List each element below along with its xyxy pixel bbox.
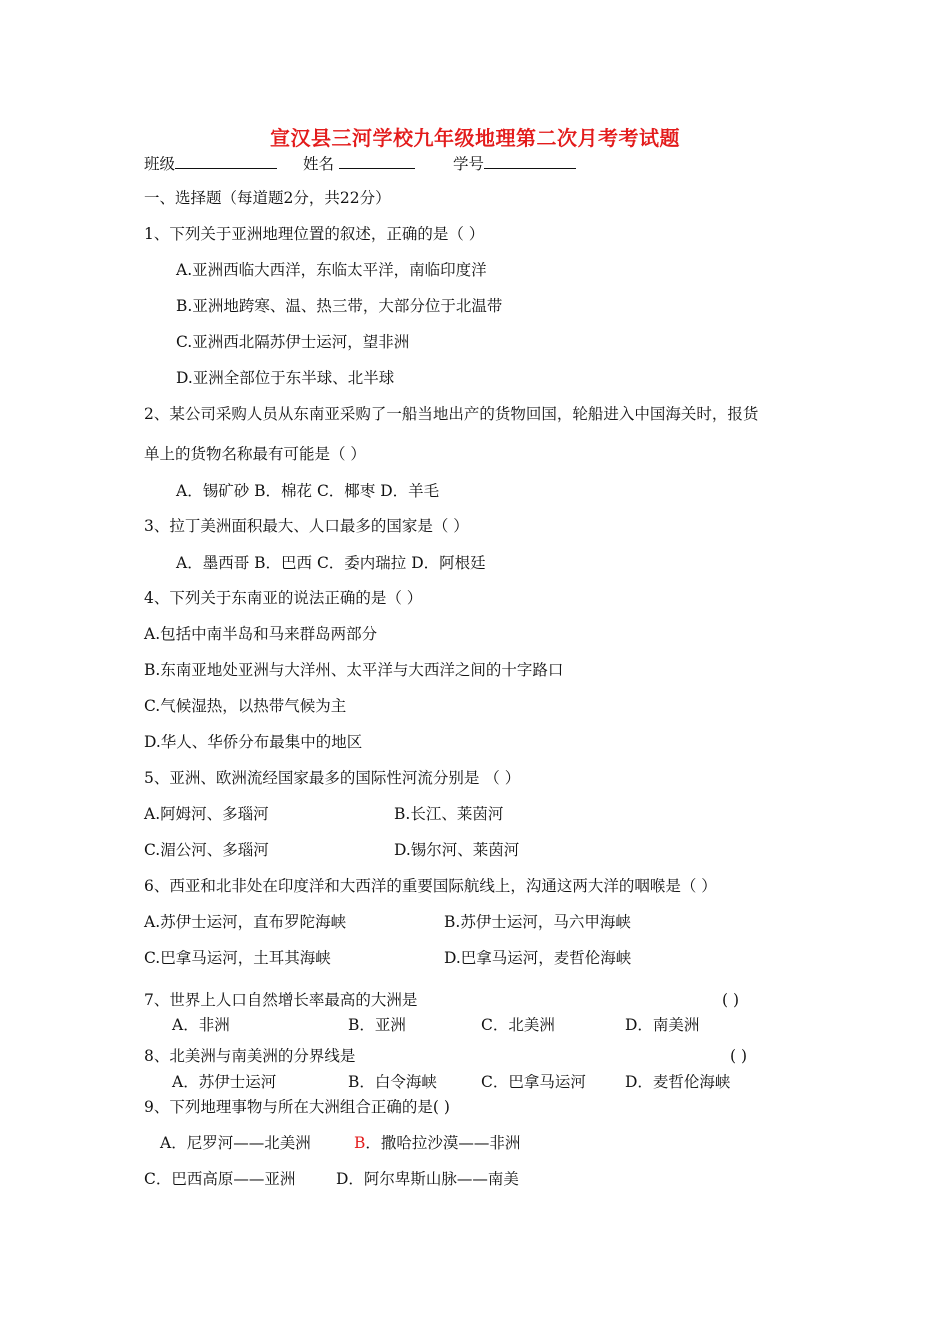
q7-option-c: C．北美洲	[481, 1016, 555, 1034]
q5-option-a: A.阿姆河、多瑙河	[144, 805, 269, 823]
class-label: 班级	[144, 155, 176, 173]
q5-stem: 5、亚洲、欧洲流经国家最多的国际性河流分别是 （ ）	[144, 769, 521, 787]
q6-option-b: B.苏伊士运河，马六甲海峡	[444, 913, 631, 931]
id-blank[interactable]	[484, 152, 576, 169]
q9-stem: 9、下列地理事物与所在大洲组合正确的是( )	[144, 1098, 450, 1116]
q7-answer-paren: ( )	[722, 991, 740, 1009]
q5-option-b: B.长江、莱茵河	[394, 805, 504, 823]
q6-option-d: D.巴拿马运河，麦哲伦海峡	[444, 949, 632, 967]
q3-stem: 3、拉丁美洲面积最大、人口最多的国家是（ ）	[144, 517, 469, 535]
student-info-row	[144, 152, 277, 174]
q9-option-b-letter: B	[354, 1134, 366, 1152]
q1-stem: 1、下列关于亚洲地理位置的叙述，正确的是（ ）	[144, 225, 485, 243]
q3-options: A．墨西哥 B．巴西 C．委内瑞拉 D．阿根廷	[176, 554, 486, 572]
q7-stem: 7、世界上人口自然增长率最高的大洲是	[144, 991, 418, 1009]
q5-option-d: D.锡尔河、莱茵河	[394, 841, 520, 859]
q4-option-b: B.东南亚地处亚洲与大洋州、太平洋与大西洋之间的十字路口	[144, 661, 564, 679]
name-blank[interactable]	[339, 152, 415, 169]
q5-option-c: C.湄公河、多瑙河	[144, 841, 269, 859]
q9-option-a: A．尼罗河——北美洲	[160, 1134, 311, 1152]
id-field	[453, 152, 576, 174]
q8-option-b: B．白令海峡	[348, 1073, 437, 1091]
section-heading: 一、选择题（每道题2分，共22分）	[144, 189, 391, 207]
q4-option-d: D.华人、华侨分布最集中的地区	[144, 733, 363, 751]
q9-option-b	[354, 1133, 520, 1153]
q7-option-b: B．亚洲	[348, 1016, 406, 1034]
q4-stem: 4、下列关于东南亚的说法正确的是（ ）	[144, 589, 423, 607]
q7-option-d: D．南美洲	[625, 1016, 700, 1034]
q1-option-b: B.亚洲地跨寒、温、热三带，大部分位于北温带	[176, 297, 503, 315]
q1-option-d: D.亚洲全部位于东半球、北半球	[176, 369, 395, 387]
q8-option-a: A．苏伊士运河	[172, 1073, 277, 1091]
class-blank[interactable]	[175, 152, 277, 169]
q9-option-b-text: ．撒哈拉沙漠——非洲	[365, 1134, 521, 1152]
q7-option-a: A．非洲	[172, 1016, 230, 1034]
q4-option-c: C.气候湿热，以热带气候为主	[144, 697, 347, 715]
q9-option-c: C．巴西高原——亚洲	[144, 1170, 296, 1188]
q2-stem-line2: 单上的货物名称最有可能是（ ）	[144, 445, 366, 463]
q1-option-a: A.亚洲西临大西洋，东临太平洋，南临印度洋	[176, 261, 487, 279]
q6-option-a: A.苏伊士运河，直布罗陀海峡	[144, 913, 347, 931]
q8-option-c: C．巴拿马运河	[481, 1073, 586, 1091]
q1-option-c: C.亚洲西北隔苏伊士运河，望非洲	[176, 333, 410, 351]
q2-stem-line1: 2、某公司采购人员从东南亚采购了一船当地出产的货物回国，轮船进入中国海关时，报货	[144, 405, 759, 423]
q8-stem: 8、北美洲与南美洲的分界线是	[144, 1047, 356, 1065]
q8-answer-paren: ( )	[730, 1047, 748, 1065]
q6-stem: 6、西亚和北非处在印度洋和大西洋的重要国际航线上，沟通这两大洋的咽喉是（ ）	[144, 877, 717, 895]
q2-options: A．锡矿砂 B．棉花 C．椰枣 D．羊毛	[176, 482, 440, 500]
name-label: 姓名	[303, 155, 335, 173]
exam-title: 宣汉县三河学校九年级地理第二次月考考试题	[270, 126, 680, 150]
q8-option-d: D．麦哲伦海峡	[625, 1073, 731, 1091]
q9-option-d: D．阿尔卑斯山脉——南美	[336, 1170, 519, 1188]
name-field	[303, 152, 415, 174]
q4-option-a: A.包括中南半岛和马来群岛两部分	[144, 625, 378, 643]
id-label: 学号	[453, 155, 485, 173]
q6-option-c: C.巴拿马运河，土耳其海峡	[144, 949, 331, 967]
